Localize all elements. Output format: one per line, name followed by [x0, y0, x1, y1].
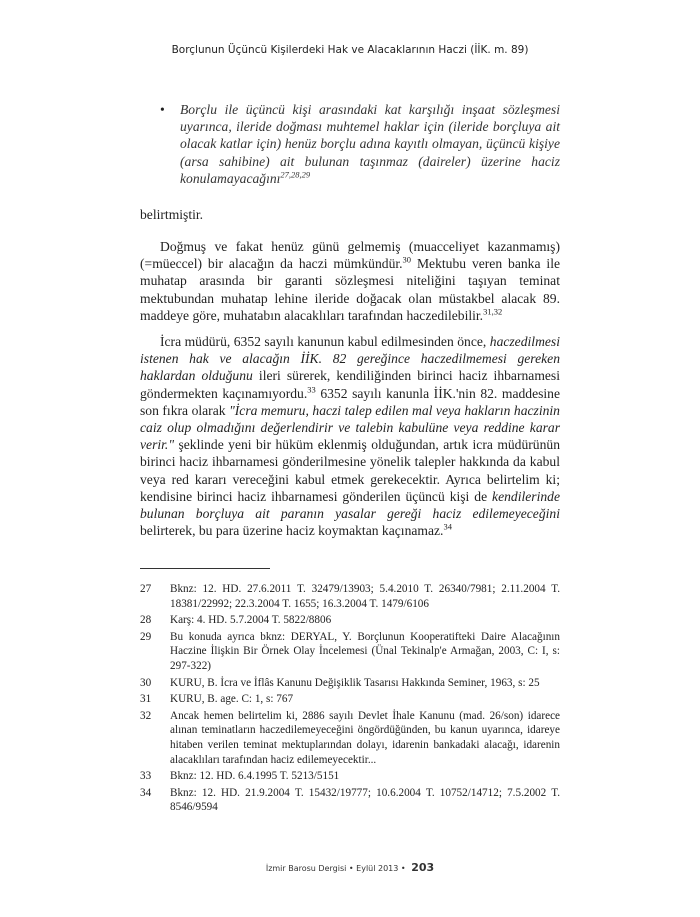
- journal-name: İzmir Barosu Dergisi: [265, 864, 347, 873]
- paragraph-3: İcra müdürü, 6352 sayılı kanunun kabul edilmesinden önce, haczedilmesi istenen hak ve alacağın İİK. 82 gereğince haczedilmemesi gereken haklardan olduğunu ileri sürerek, kendiliğinden birinci haciz ihbarnamesi göndermekten kaçınamıyordu.$^{33}$ 6352 sayılı kanunla İİK.'nin 82. maddesine son fıkra olarak "İcra memuru, haczi talep edilen mal veya hakların haczinin caiz olup olmadığını değerlendirir ve talebin kabulüne veya reddine karar verir." şeklinde yeni bir hüküm eklenmiş olduğundan, artık icra müdürünün birinci haciz ihbarnamesi gönderilmesine yönelik talepler hakkında da kabul veya red kararı vereceğini kabul etmek gerekecektir. Ayrıca belirtelim ki; kendisine birinci haciz ihbarnamesi gönderilen üçüncü kişi de kendilerinde bulunan borçluya ait paranın yasalar gereği haciz edilemeyeceğini belirterek, bu para üzerine haciz koymaktan kaçınamaz.$^{34}$: [140, 334, 561, 539]
- footnote-text: Ancak hemen belirtelim ki, 2886 sayılı Devlet İhale Kanunu (mad. 26/son) idarece alınan teminatların haczedilemeyeceğini öngördüğünden, bu kanun uyarınca, idareye hitaben verilen teminat mektuplarından dolayı, idarenin bankadaki alacağı, idarenin alacaklıları tarafından haciz edilemeyecektir...: [170, 709, 560, 766]
- footnote-number: 28: [140, 614, 152, 627]
- footnote: [140, 613, 560, 628]
- bullet-item: [140, 101, 560, 187]
- footnote-number: 34: [140, 786, 152, 799]
- footnote-number: 30: [140, 676, 152, 689]
- footnote-text: Bu konuda ayrıca bknz: DERYAL, Y. Borçlunun Kooperatifteki Daire Alacağının Haczine İlişkin Bir Örnek Olay İncelemesi (Ünal Tekinalp'e Armağan, 2003, C: I, s: 297-322): [170, 630, 560, 672]
- footnote: [140, 786, 560, 815]
- footnote-ref: 33: [307, 384, 316, 395]
- footnote-number: 27: [140, 583, 152, 595]
- footnote-number: 32: [140, 709, 152, 722]
- footnote-ref: 30: [402, 254, 412, 265]
- footer-separator: •: [400, 864, 406, 873]
- footnote-number: 31: [140, 693, 152, 706]
- footnote-ref: 31,32: [483, 306, 503, 317]
- footnote-text: Karş: 4. HD. 5.7.2004 T. 5822/8806: [170, 614, 332, 627]
- paragraph-2: Doğmuş ve fakat henüz günü gelmemiş (muacceliyet kazanmamış) (=müeccel) bir alacağın da haczi mümkündür.$^{30}$ Mektubu veren banka ile muhatap arasında bir garanti sözleşmesi niteliğini taşıyan teminat mektubundan muhatap lehine ileride doğacak olan müstakbel alacak 89. maddeye göre, muhatabın alacaklıları tarafından haczedilebilir.$^{31,32}$: [140, 239, 560, 323]
- footnote-text: KURU, B. İcra ve İflâs Kanunu Değişiklik Tasarısı Hakkında Seminer, 1963, s: 25: [170, 676, 540, 689]
- bullet-mark: •: [160, 102, 165, 117]
- running-title: Borçlunun Üçüncü Kişilerdeki Hak ve Alacaklarının Haczi (İİK. m. 89): [171, 44, 529, 56]
- footnote: [140, 676, 560, 691]
- footnote-ref: 27,28,29: [280, 169, 311, 180]
- page-footer: [0, 861, 700, 874]
- footnote-number: 29: [140, 630, 152, 643]
- footer-separator: •: [348, 864, 354, 873]
- paragraph-1: belirtmiştir.: [140, 207, 204, 222]
- footnote-divider: [140, 568, 270, 569]
- footnotes: [140, 582, 560, 817]
- footnote-text: Bknz: 12. HD. 6.4.1995 T. 5213/5151: [170, 770, 340, 783]
- issue-date: Eylül 2013: [356, 864, 399, 873]
- footnote-text: Bknz: 12. HD. 27.6.2011 T. 32479/13903; 5.4.2010 T. 26340/7981; 2.11.2004 T. 18381/22992; 22.3.2004 T. 1655; 16.3.2004 T. 1479/6106: [170, 583, 560, 610]
- footnote: [140, 769, 560, 784]
- bullet-text: Borçlu ile üçüncü kişi arasındaki kat karşılığı inşaat sözleşmesi uyarınca, ileride doğması muhtemel haklar için (ileride borçluya ait olacak katlar için) henüz borçlu adına kayıtlı olmayan, üçüncü kişiye (arsa sahibine) ait bulunan taşınmaz (daireler) üzerine haciz konulamayacağını$^{27,28,29}$: [180, 102, 560, 186]
- footnote: [140, 692, 560, 707]
- footnote: [140, 709, 560, 767]
- footnote-text: Bknz: 12. HD. 21.9.2004 T. 15432/19777; 10.6.2004 T. 10752/14712; 7.5.2002 T. 8546/9594: [170, 786, 560, 814]
- footnote-ref: 34: [443, 521, 452, 532]
- footnote-number: 33: [140, 770, 152, 783]
- footnote-text: KURU, B. age. C: 1, s: 767: [170, 693, 294, 706]
- footnote: [140, 630, 560, 674]
- page-number: 203: [411, 861, 435, 874]
- footnote: [140, 582, 560, 611]
